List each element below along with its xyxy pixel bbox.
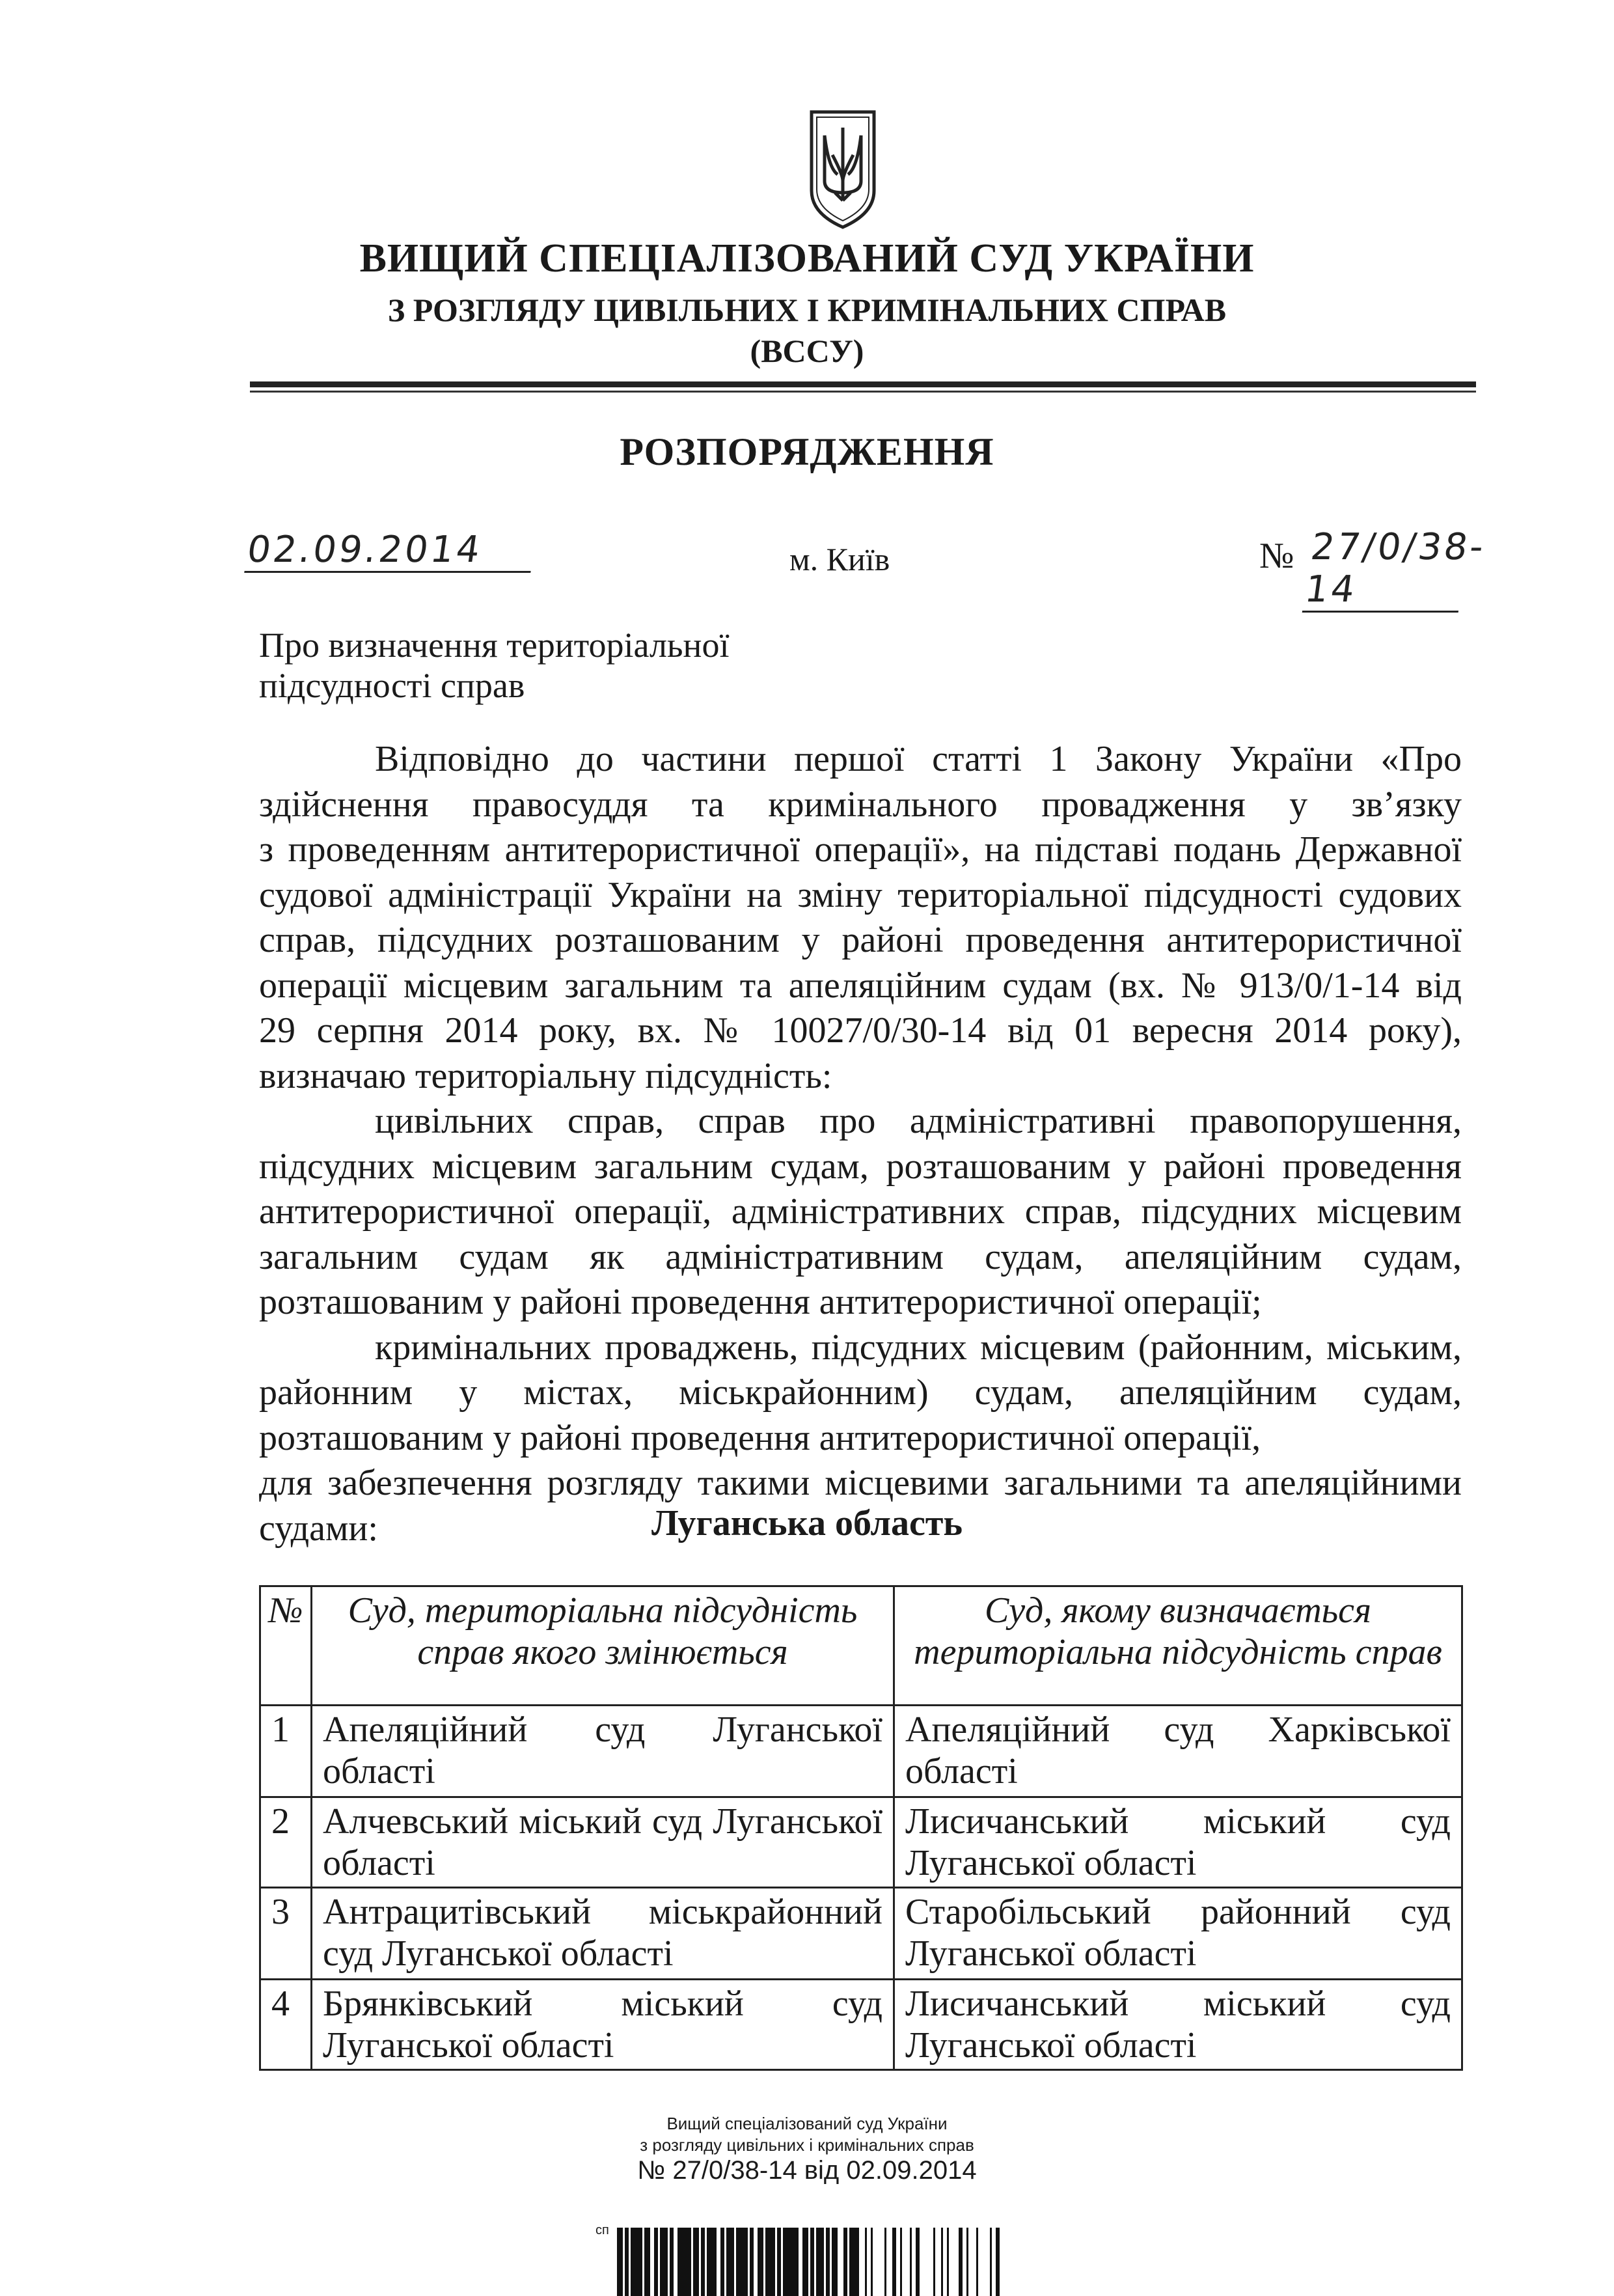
barcode-bar xyxy=(701,2228,705,2296)
body-line: судами: xyxy=(259,1508,378,1549)
barcode-bar xyxy=(849,2228,859,2296)
barcode-bar xyxy=(990,2228,992,2296)
barcode-bar xyxy=(693,2228,699,2296)
barcode-bar xyxy=(617,2228,623,2296)
barcode-bar xyxy=(892,2228,896,2296)
barcode-bar xyxy=(654,2228,658,2296)
body-line: Відповідно до частини першої статті 1 Закону України «Про xyxy=(375,739,1462,779)
barcode-bar xyxy=(750,2228,754,2296)
barcode-bar xyxy=(947,2228,949,2296)
org-name-line2: З РОЗГЛЯДУ ЦИВІЛЬНИХ І КРИМІНАЛЬНИХ СПРАВ xyxy=(387,292,1227,328)
barcode-bar xyxy=(720,2228,724,2296)
barcode-bar xyxy=(726,2228,734,2296)
barcode-bar xyxy=(810,2228,814,2296)
barcode-bar xyxy=(832,2228,838,2296)
barcode-bar xyxy=(865,2228,867,2296)
barcode-bar xyxy=(959,2228,963,2296)
row-number: 3 xyxy=(260,1888,312,1980)
barcode-bar xyxy=(670,2228,674,2296)
document-type: РОЗПОРЯДЖЕННЯ xyxy=(620,430,994,473)
barcode-bar xyxy=(941,2228,943,2296)
body-line: кримінальних проваджень, підсудних місцевим (районним, міським, xyxy=(375,1327,1462,1368)
body-line: здійснення правосуддя та кримінального провадження у зв’язку xyxy=(259,784,1462,825)
row-number: 1 xyxy=(260,1706,312,1797)
barcode-bar xyxy=(843,2228,847,2296)
body-line: районним у містах, міськрайонним) судам, апеляційним судам, xyxy=(259,1372,1462,1413)
body-line: визначаю територіальну підсудність: xyxy=(259,1055,832,1096)
target-court: Лисичанський міський суд Луганської області xyxy=(894,1797,1462,1888)
column-header-number: № xyxy=(260,1586,312,1706)
table-row xyxy=(260,1980,1462,2070)
barcode-bar xyxy=(707,2228,717,2296)
barcode-bar xyxy=(677,2228,691,2296)
barcode-bar xyxy=(777,2228,781,2296)
barcode-bar xyxy=(966,2228,968,2296)
region-heading: Луганська область xyxy=(651,1503,963,1543)
number-label: № xyxy=(1259,536,1294,576)
body-line: розташованим у районі проведення антитерористичної операції; xyxy=(259,1282,1262,1322)
column-header-source-court: Суд, територіальна підсудність справ якого змінюється xyxy=(312,1586,894,1706)
source-court: Апеляційний суд Луганської області xyxy=(312,1706,894,1797)
body-line: з проведенням антитерористичної операції», на підставі подань Державної xyxy=(259,829,1462,870)
body-line: справ, підсудних розташованим у районі проведення антитерористичної xyxy=(259,920,1462,960)
barcode-bar xyxy=(644,2228,650,2296)
barcode-bar xyxy=(765,2228,775,2296)
org-abbreviation: (ВССУ) xyxy=(750,333,864,369)
document-date: 02.09.2014 xyxy=(244,529,537,573)
body-line: підсудних місцевим загальним судам, розташованим у районі проведення xyxy=(259,1146,1462,1187)
barcode-bar xyxy=(826,2228,830,2296)
body-line: розташованим у районі проведення антитерористичної операції, xyxy=(259,1417,1261,1458)
column-header-target-court: Суд, якому визначається територіальна підсудність справ xyxy=(894,1586,1462,1706)
table-header-row xyxy=(260,1586,1462,1706)
court-jurisdiction-table xyxy=(259,1585,1463,2071)
barcode-bar xyxy=(816,2228,824,2296)
barcode-bar xyxy=(631,2228,642,2296)
barcode-bar xyxy=(976,2228,978,2296)
barcode-bar xyxy=(625,2228,629,2296)
barcode-bar xyxy=(783,2228,799,2296)
body-line: для забезпечення розгляду такими місцевими загальними та апеляційними xyxy=(259,1463,1462,1503)
barcode-bar xyxy=(871,2228,873,2296)
source-court: Брянківський міський суд Луганської області xyxy=(312,1980,894,2070)
subject-line: підсудності справ xyxy=(259,666,525,705)
coat-of-arms-icon xyxy=(809,109,877,230)
header-divider xyxy=(250,381,1476,387)
document-body xyxy=(259,737,1462,1551)
document-city: м. Київ xyxy=(789,541,890,577)
target-court: Апеляційний суд Харківської області xyxy=(894,1706,1462,1797)
table-row xyxy=(260,1706,1462,1797)
barcode-prefix: сп xyxy=(595,2223,609,2237)
body-line: 29 серпня 2014 року, вх. № 10027/0/30-14 від 01 вересня 2014 року), xyxy=(259,1010,1462,1051)
source-court: Антрацитівський міськрайонний суд Луганської області xyxy=(312,1888,894,1980)
row-number: 4 xyxy=(260,1980,312,2070)
body-line: загальним судам як адміністративним судам, апеляційним судам, xyxy=(259,1236,1462,1277)
barcode-bar xyxy=(996,2228,1000,2296)
org-name: ВИЩИЙ СПЕЦІАЛІЗОВАНИЙ СУД УКРАЇНИ xyxy=(359,236,1255,281)
barcode-bar xyxy=(736,2228,748,2296)
registration-stamp-line: Вищий спеціалізований суд України xyxy=(666,2114,948,2133)
body-line: цивільних справ, справ про адміністративні правопорушення, xyxy=(375,1101,1462,1141)
barcode-bar xyxy=(802,2228,808,2296)
table-row xyxy=(260,1888,1462,1980)
document-number: 27/0/38-14 xyxy=(1302,526,1471,613)
registration-stamp-line: з розгляду цивільних і кримінальних справ xyxy=(640,2135,974,2155)
barcode-bar xyxy=(660,2228,668,2296)
barcode-bar xyxy=(916,2228,920,2296)
table-row xyxy=(260,1797,1462,1888)
barcode-bar xyxy=(758,2228,763,2296)
row-number: 2 xyxy=(260,1797,312,1888)
barcode-bar xyxy=(884,2228,886,2296)
barcode-bar xyxy=(910,2228,912,2296)
source-court: Алчевський міський суд Луганської області xyxy=(312,1797,894,1888)
body-line: операції місцевим загальним та апеляційним судам (вх. № 913/0/1-14 від xyxy=(259,965,1462,1006)
subject-line: Про визначення територіальної xyxy=(259,626,730,665)
body-line: судової адміністрації України на зміну територіальної підсудності судових xyxy=(259,874,1462,915)
target-court: Лисичанський міський суд Луганської області xyxy=(894,1980,1462,2070)
registration-number: № 27/0/38-14 від 02.09.2014 xyxy=(637,2156,977,2185)
barcode xyxy=(617,2228,1001,2296)
body-line: антитерористичної операції, адміністративних справ, підсудних місцевим xyxy=(259,1191,1462,1232)
target-court: Старобільський районний суд Луганської області xyxy=(894,1888,1462,1980)
barcode-bar xyxy=(933,2228,935,2296)
barcode-bar xyxy=(900,2228,902,2296)
header-divider-thin xyxy=(250,391,1476,393)
